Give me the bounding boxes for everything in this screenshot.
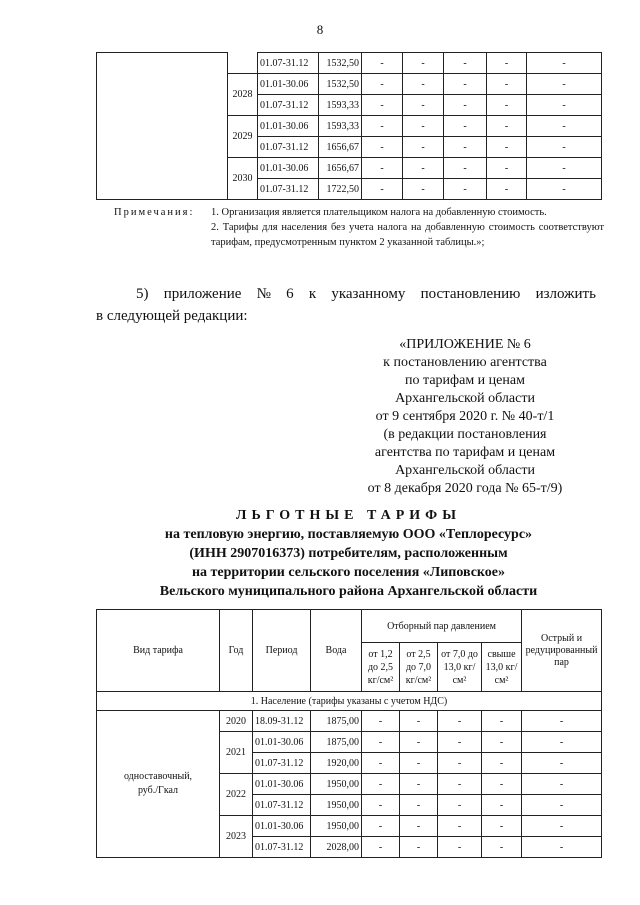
- header-p4: свыше 13,0 кг/см²: [482, 643, 522, 692]
- period-cell: 01.01-30.06: [253, 732, 311, 753]
- dash-cell: -: [444, 116, 487, 137]
- heading-line: на тепловую энергию, поставляемую ООО «Теплоресурс»: [164, 527, 533, 542]
- dash-cell: -: [487, 95, 527, 116]
- dash-cell: -: [482, 795, 522, 816]
- water-cell: 1875,00: [311, 711, 362, 732]
- water-cell: 1532,50: [319, 74, 362, 95]
- dash-cell: -: [444, 95, 487, 116]
- amendment-paragraph: [96, 283, 596, 327]
- period-cell: 01.07-31.12: [253, 753, 311, 774]
- period-cell: 01.01-30.06: [253, 816, 311, 837]
- dash-cell: -: [527, 179, 602, 200]
- section-row: [97, 692, 602, 711]
- heading-line: (ИНН 2907016373) потребителям, расположенным: [189, 546, 508, 561]
- dash-cell: -: [444, 179, 487, 200]
- dash-cell: -: [362, 732, 400, 753]
- heading-title: ЛЬГОТНЫЕ ТАРИФЫ: [236, 508, 461, 523]
- note-1: 1. Организация является плательщиком налога на добавленную стоимость.: [211, 207, 547, 218]
- year-cell: 2021: [220, 732, 253, 774]
- dash-cell: -: [403, 158, 444, 179]
- dash-cell: -: [403, 74, 444, 95]
- water-cell: 1722,50: [319, 179, 362, 200]
- dash-cell: -: [527, 116, 602, 137]
- dash-cell: -: [522, 711, 602, 732]
- header-p3: от 7,0 до 13,0 кг/см²: [438, 643, 482, 692]
- dash-cell: -: [527, 158, 602, 179]
- water-cell: 1950,00: [311, 774, 362, 795]
- water-cell: 1593,33: [319, 116, 362, 137]
- dash-cell: -: [438, 732, 482, 753]
- dash-cell: -: [522, 837, 602, 858]
- dash-cell: -: [444, 53, 487, 74]
- dash-cell: -: [362, 137, 403, 158]
- tariff-label: одноставочный,: [123, 771, 193, 782]
- header-steam-group: Отборный пар давлением: [362, 610, 522, 643]
- section-title: 1. Население (тарифы указаны с учетом НДС): [97, 692, 602, 711]
- year-cell: [228, 53, 258, 74]
- heading-line: на территории сельского поселения «Липовское»: [191, 565, 506, 580]
- heading-line: Вельского муниципального района Архангельской области: [159, 584, 538, 599]
- dash-cell: -: [527, 53, 602, 74]
- para-word: к: [308, 286, 317, 302]
- dash-cell: -: [362, 158, 403, 179]
- tariff-table-continuation: [96, 52, 602, 200]
- dash-cell: -: [403, 116, 444, 137]
- dash-cell: -: [482, 732, 522, 753]
- period-cell: 01.07-31.12: [258, 95, 319, 116]
- dash-cell: -: [487, 158, 527, 179]
- water-cell: 1950,00: [311, 795, 362, 816]
- table-row: [97, 711, 602, 732]
- dash-cell: -: [438, 711, 482, 732]
- page-number: 8: [316, 22, 324, 37]
- dash-cell: -: [444, 74, 487, 95]
- dash-cell: -: [444, 137, 487, 158]
- dash-cell: -: [438, 774, 482, 795]
- dash-cell: -: [400, 732, 438, 753]
- dash-cell: -: [362, 53, 403, 74]
- notes-label: Примечания:: [114, 207, 195, 218]
- dash-cell: -: [403, 53, 444, 74]
- year-cell: 2020: [220, 711, 253, 732]
- dash-cell: -: [400, 816, 438, 837]
- period-cell: 01.01-30.06: [258, 116, 319, 137]
- dash-cell: -: [527, 95, 602, 116]
- table-row: [97, 53, 602, 74]
- dash-cell: -: [527, 137, 602, 158]
- appendix-header: [345, 336, 585, 498]
- dash-cell: -: [487, 137, 527, 158]
- para-line-2: в следующей редакции:: [96, 308, 248, 324]
- header-period: Период: [253, 610, 311, 692]
- dash-cell: -: [527, 74, 602, 95]
- water-cell: 2028,00: [311, 837, 362, 858]
- year-cell: 2028: [228, 74, 258, 116]
- appendix-line: агентства по тарифам и ценам: [374, 445, 556, 460]
- dash-cell: -: [403, 137, 444, 158]
- header-tariff-type: Вид тарифа: [97, 610, 220, 692]
- water-cell: 1532,50: [319, 53, 362, 74]
- water-cell: 1656,67: [319, 158, 362, 179]
- dash-cell: -: [482, 774, 522, 795]
- water-cell: 1656,67: [319, 137, 362, 158]
- water-cell: 1875,00: [311, 732, 362, 753]
- appendix-line: к постановлению агентства: [383, 355, 547, 370]
- year-cell: 2029: [228, 116, 258, 158]
- para-word: приложение: [163, 286, 242, 302]
- dash-cell: -: [400, 837, 438, 858]
- tariff-type-cell: [97, 53, 228, 200]
- dash-cell: -: [362, 95, 403, 116]
- para-word: 6: [286, 286, 294, 302]
- para-word: указанному: [331, 286, 406, 302]
- dash-cell: -: [403, 95, 444, 116]
- appendix-line: от 9 сентября 2020 г. № 40-т/1: [375, 409, 555, 424]
- note-2: 2. Тарифы для населения без учета налога на добавленную стоимость соответствуют тарифам, предусмотренным пунктом 2 указанной таблицы.»;: [211, 222, 604, 248]
- header-p2: от 2,5 до 7,0 кг/см²: [400, 643, 438, 692]
- dash-cell: -: [362, 837, 400, 858]
- tariff-unit: руб./Гкал: [137, 785, 179, 796]
- period-cell: 01.07-31.12: [258, 53, 319, 74]
- period-cell: 01.07-31.12: [253, 837, 311, 858]
- year-cell: 2022: [220, 774, 253, 816]
- year-cell: 2030: [228, 158, 258, 200]
- dash-cell: -: [400, 711, 438, 732]
- water-cell: 1950,00: [311, 816, 362, 837]
- dash-cell: -: [362, 179, 403, 200]
- dash-cell: -: [438, 837, 482, 858]
- dash-cell: -: [403, 179, 444, 200]
- dash-cell: -: [362, 74, 403, 95]
- dash-cell: -: [362, 753, 400, 774]
- dash-cell: -: [400, 774, 438, 795]
- appendix-line: «ПРИЛОЖЕНИЕ № 6: [399, 337, 531, 352]
- water-cell: 1920,00: [311, 753, 362, 774]
- dash-cell: -: [362, 816, 400, 837]
- period-cell: 01.01-30.06: [258, 74, 319, 95]
- dash-cell: -: [362, 774, 400, 795]
- header-year: Год: [220, 610, 253, 692]
- dash-cell: -: [522, 732, 602, 753]
- dash-cell: -: [438, 753, 482, 774]
- header-row: [97, 610, 602, 643]
- document-heading: [96, 506, 601, 601]
- appendix-line: (в редакции постановления: [383, 427, 547, 442]
- dash-cell: -: [482, 753, 522, 774]
- year-cell: 2023: [220, 816, 253, 858]
- appendix-line: от 8 декабря 2020 года № 65-т/9): [367, 481, 563, 496]
- header-p1: от 1,2 до 2,5 кг/см²: [362, 643, 400, 692]
- header-water: Вода: [311, 610, 362, 692]
- dash-cell: -: [522, 795, 602, 816]
- dash-cell: -: [400, 795, 438, 816]
- para-word: изложить: [535, 286, 596, 302]
- preferential-tariffs-table: [96, 609, 602, 858]
- dash-cell: -: [487, 179, 527, 200]
- dash-cell: -: [522, 774, 602, 795]
- header-sharp-steam: Острый и редуцированный пар: [522, 610, 602, 692]
- dash-cell: -: [482, 837, 522, 858]
- appendix-line: Архангельской области: [395, 391, 535, 406]
- period-cell: 01.01-30.06: [253, 774, 311, 795]
- para-word: постановлению: [420, 286, 521, 302]
- period-cell: 01.07-31.12: [258, 137, 319, 158]
- dash-cell: -: [438, 795, 482, 816]
- appendix-line: по тарифам и ценам: [405, 373, 525, 388]
- dash-cell: -: [482, 711, 522, 732]
- appendix-line: Архангельской области: [395, 463, 535, 478]
- period-cell: 18.09-31.12: [253, 711, 311, 732]
- period-cell: 01.07-31.12: [253, 795, 311, 816]
- dash-cell: -: [487, 74, 527, 95]
- dash-cell: -: [487, 116, 527, 137]
- tariff-type-cell: [97, 711, 220, 858]
- dash-cell: -: [482, 816, 522, 837]
- dash-cell: -: [444, 158, 487, 179]
- dash-cell: -: [522, 753, 602, 774]
- period-cell: 01.01-30.06: [258, 158, 319, 179]
- period-cell: 01.07-31.12: [258, 179, 319, 200]
- dash-cell: -: [487, 53, 527, 74]
- para-word: №: [256, 286, 271, 302]
- para-word: 5): [136, 286, 149, 302]
- dash-cell: -: [362, 795, 400, 816]
- dash-cell: -: [362, 711, 400, 732]
- water-cell: 1593,33: [319, 95, 362, 116]
- dash-cell: -: [400, 753, 438, 774]
- dash-cell: -: [438, 816, 482, 837]
- dash-cell: -: [362, 116, 403, 137]
- dash-cell: -: [522, 816, 602, 837]
